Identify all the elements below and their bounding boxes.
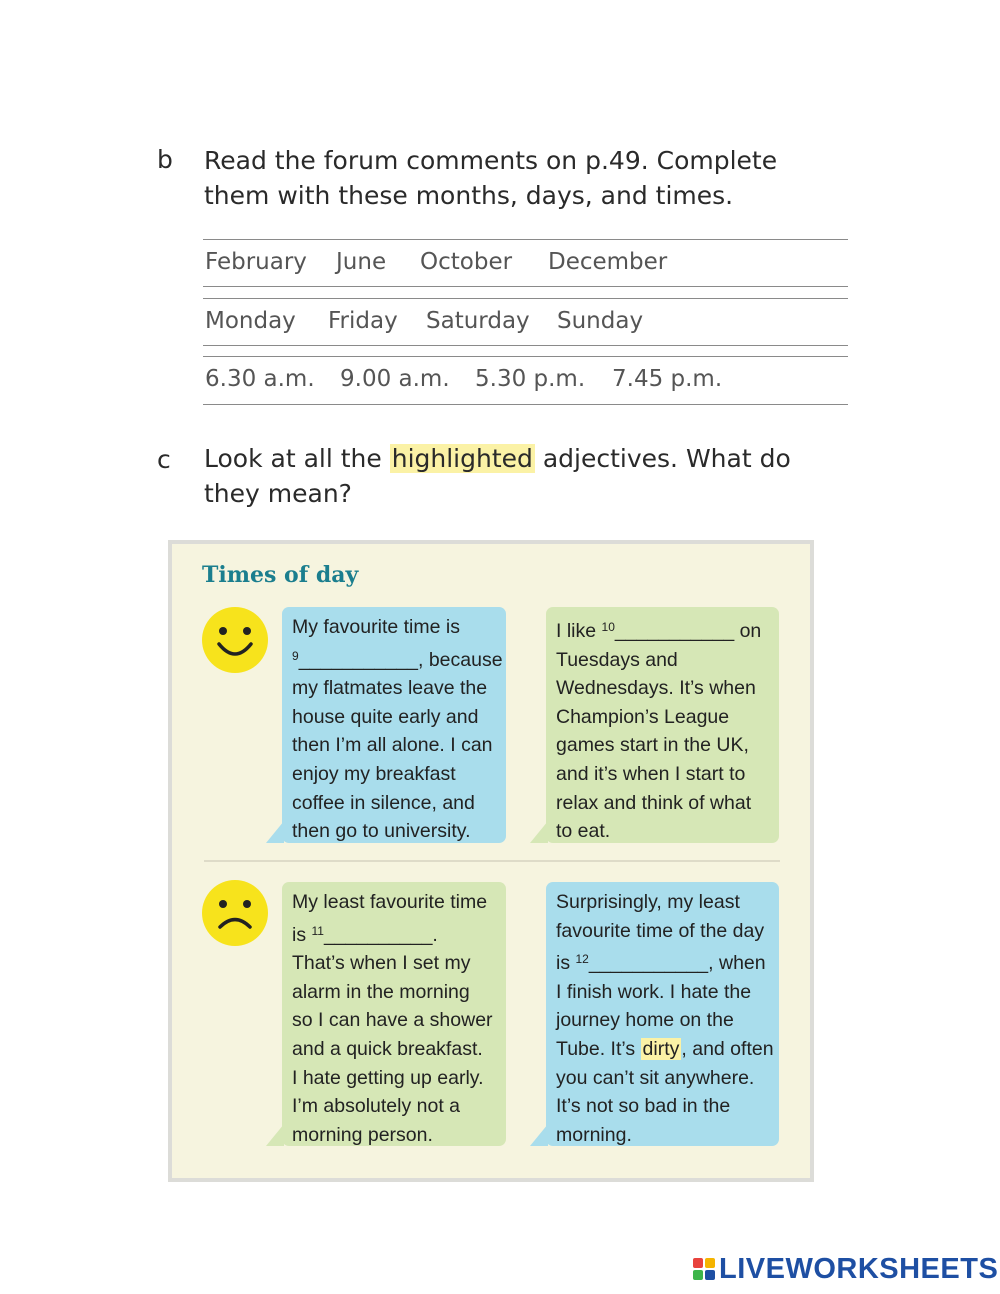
forum-comment-4 xyxy=(546,882,779,1146)
word-chip: June xyxy=(336,249,387,275)
comment-text: , because xyxy=(417,648,503,671)
liveworksheets-logo xyxy=(693,1252,998,1286)
bubble-tail xyxy=(266,1124,284,1146)
word-chip: Saturday xyxy=(426,308,530,334)
word-box-rule xyxy=(203,404,848,405)
comment-line: you can’t sit anywhere. xyxy=(556,1066,755,1089)
word-chip: 7.45 p.m. xyxy=(612,366,723,392)
comment-line: coffee in silence, and xyxy=(292,791,475,814)
word-box-rule xyxy=(203,356,848,357)
gap-10-blank[interactable]: ___________ xyxy=(614,620,735,642)
comment-text: Tube. It’s xyxy=(556,1037,641,1060)
panel-title: Times of day xyxy=(202,562,359,588)
comment-text: . xyxy=(432,923,438,946)
comment-line: alarm in the morning xyxy=(292,980,470,1003)
bubble-tail xyxy=(530,821,548,843)
word-chip: February xyxy=(205,249,307,275)
comment-line: Tuesdays and xyxy=(556,648,678,671)
word-chip: December xyxy=(548,249,668,275)
gap-number: 10 xyxy=(601,620,615,634)
comment-line: Wednesdays. It’s when xyxy=(556,677,756,700)
gap-number: 11 xyxy=(311,923,324,938)
section-b-letter: b xyxy=(157,145,173,174)
comment-line: I finish work. I hate the xyxy=(556,980,752,1003)
highlighted-word: highlighted xyxy=(391,444,533,473)
comment-line: to eat. xyxy=(556,820,611,843)
comment-text: , and often xyxy=(681,1037,774,1060)
comment-line: Surprisingly, my least xyxy=(556,891,740,913)
bubble-tail xyxy=(266,821,284,843)
comment-line: That’s when I set my xyxy=(292,952,471,975)
word-box-rule xyxy=(203,298,848,299)
comment-text: is xyxy=(292,923,312,946)
comment-line xyxy=(556,1035,774,1064)
bubble-tail xyxy=(530,1124,548,1146)
comment-text: I like xyxy=(556,620,602,642)
section-c-instructions xyxy=(204,441,864,511)
forum-comment-3 xyxy=(282,882,506,1146)
brand-text: LIVEWORKSHEETS xyxy=(719,1252,999,1285)
word-chip: Monday xyxy=(205,308,296,334)
word-chip: Sunday xyxy=(557,308,644,334)
comment-line: games start in the UK, xyxy=(556,734,749,757)
forum-comment-1 xyxy=(282,607,506,843)
gap-9-blank[interactable]: ___________ xyxy=(298,648,418,671)
word-chip: October xyxy=(420,249,513,275)
comment-line: then I’m all alone. I can xyxy=(292,734,493,757)
comment-line xyxy=(292,642,503,675)
comment-text: is xyxy=(556,952,576,975)
gap-number: 9 xyxy=(292,648,299,663)
gap-12-blank[interactable]: ___________ xyxy=(588,952,709,975)
section-b-line-1: Read the forum comments on p.49. Complete xyxy=(204,146,778,175)
happy-face-icon xyxy=(202,607,268,673)
section-c-letter: c xyxy=(157,445,171,474)
word-box-rule xyxy=(203,286,848,287)
panel-divider xyxy=(204,860,780,862)
comment-line: favourite time of the day xyxy=(556,919,765,942)
comment-line: then go to university. xyxy=(292,820,471,843)
brand-squares-icon xyxy=(693,1258,715,1280)
comment-line: enjoy my breakfast xyxy=(292,762,456,785)
comment-line: I’m absolutely not a xyxy=(292,1095,461,1118)
section-c-text: adjectives. What do xyxy=(534,444,791,473)
comment-line: It’s not so bad in the xyxy=(556,1095,731,1118)
section-b-line-2: them with these months, days, and times. xyxy=(204,181,734,210)
forum-comment-2 xyxy=(546,607,779,843)
comment-line: I hate getting up early. xyxy=(292,1066,484,1089)
word-box-rule xyxy=(203,345,848,346)
comment-line: house quite early and xyxy=(292,705,479,728)
comment-line: My least favourite time xyxy=(292,891,488,913)
gap-11-blank[interactable]: __________ xyxy=(323,923,433,946)
comment-line xyxy=(556,613,769,646)
comment-line: relax and think of what xyxy=(556,791,752,814)
comment-line: and it’s when I start to xyxy=(556,762,746,785)
comment-line: so I can have a shower xyxy=(292,1009,493,1032)
highlighted-adjective: dirty xyxy=(642,1037,680,1060)
section-c-text: Look at all the xyxy=(204,444,390,473)
word-chip: 5.30 p.m. xyxy=(475,366,586,392)
section-c-line-1 xyxy=(204,441,864,476)
comment-line: and a quick breakfast. xyxy=(292,1037,483,1060)
gap-number: 12 xyxy=(575,952,589,967)
section-b-instructions xyxy=(204,143,864,213)
comment-line: Champion’s League xyxy=(556,705,730,728)
word-chip: 9.00 a.m. xyxy=(340,366,450,392)
comment-line: My favourite time is xyxy=(292,616,460,638)
sad-face-icon xyxy=(202,880,268,946)
comment-text: on xyxy=(734,620,762,642)
comment-text: , when xyxy=(708,952,766,975)
comment-line xyxy=(292,917,496,950)
comment-line: morning person. xyxy=(292,1123,433,1146)
word-box-rule xyxy=(203,239,848,240)
comment-line: morning. xyxy=(556,1123,632,1146)
comment-line: journey home on the xyxy=(556,1009,734,1032)
section-c-line-2: they mean? xyxy=(204,479,352,508)
comment-line xyxy=(556,945,769,978)
word-chip: 6.30 a.m. xyxy=(205,366,315,392)
word-chip: Friday xyxy=(328,308,398,334)
comment-line: my flatmates leave the xyxy=(292,677,488,700)
